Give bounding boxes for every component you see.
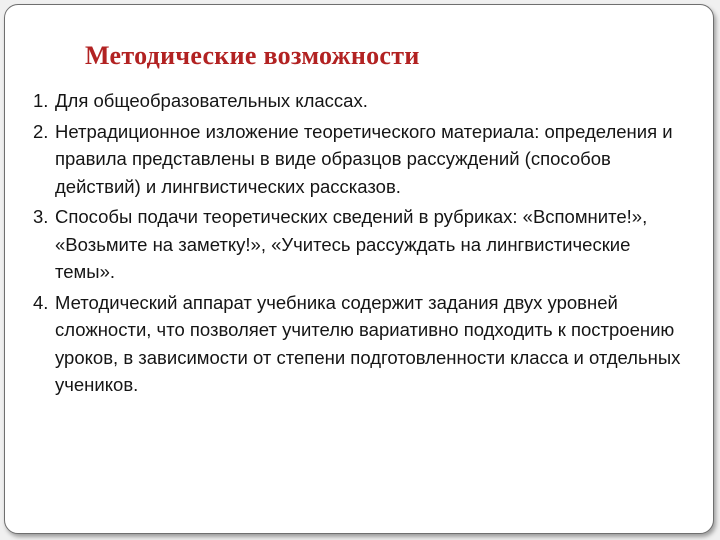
item-text: Нетрадиционное изложение теоретического материала: определения и правила представлены в виде образцов рассуждений (способов действий) и лингвистических рассказов. <box>55 120 673 197</box>
item-number: 1. <box>33 90 49 111</box>
list-item <box>33 118 693 201</box>
item-text: Способы подачи теоретических сведений в рубриках: «Вспомните!», «Возьмите на заметку!», «Учитесь рассуждать на лингвистические темы». <box>55 206 648 282</box>
content-list <box>33 87 693 402</box>
slide-frame <box>4 4 714 534</box>
list-item <box>33 87 693 115</box>
item-number: 2. <box>33 120 49 142</box>
item-number: 4. <box>33 291 49 313</box>
item-text: Для общеобразовательных классах. <box>55 90 368 111</box>
list-item <box>33 203 693 286</box>
item-text: Методический аппарат учебника содержит задания двух уровней сложности, что позволяет учителю вариативно подходить к построению уроков, в зависимости от степени подготовленности класса и отдельных учеников. <box>55 291 681 395</box>
item-number: 3. <box>33 206 49 227</box>
list-item <box>33 289 693 399</box>
slide-title: Методические возможности <box>85 41 420 70</box>
